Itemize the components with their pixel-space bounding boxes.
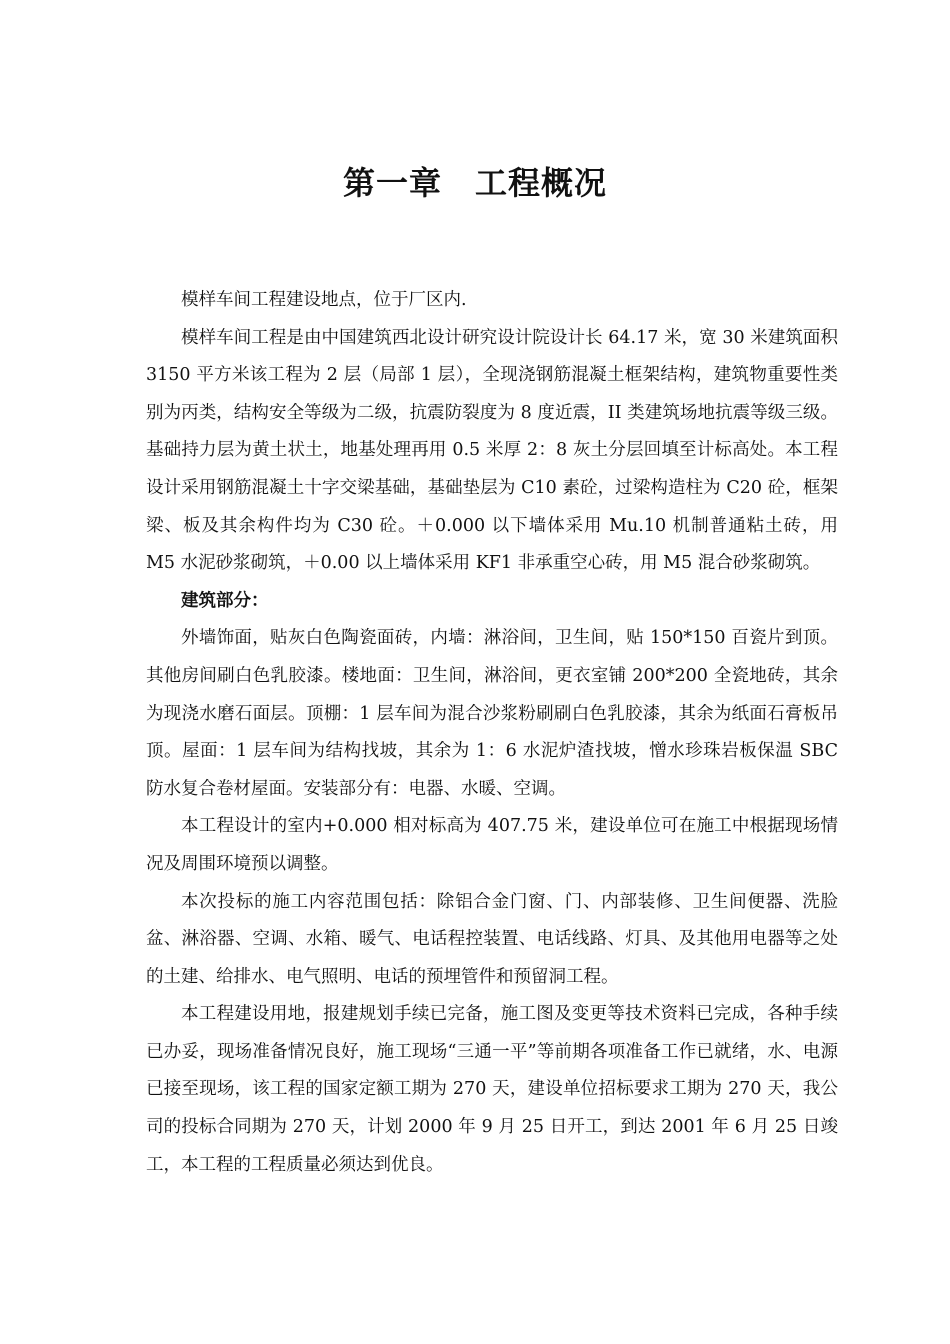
paragraph-structure-overview: 模样车间工程是由中国建筑西北设计研究设计院设计长 64.17 米，宽 30 米建筑面积 3150 平方米该工程为 2 层（局部 1 层），全现浇钢筋混凝土框架结构，建筑物重要性类别为丙类，结构安全等级为二级，抗震防裂度为 8 度近震，II 类建筑场地抗震等级三级。基础持力层为黄土状土，地基处理再用 0.5 米厚 2：8 灰土分层回填至计标高处。本工程设计采用钢筋混凝土十字交梁基础，基础垫层为 C10 素砼，过梁构造柱为 C20 砼，框架梁、板及其余构件均为 C30 砼。＋0.000 以下墙体采用 Mu.10 机制普通粘土砖，用 M5 水泥砂浆砌筑，＋0.00 以上墙体采用 KF1 非承重空心砖，用 M5 混合砂浆砌筑。	[146, 327, 838, 574]
document-body	[146, 282, 838, 1184]
paragraph-architecture-finishes: 外墙饰面，贴灰白色陶瓷面砖，内墙：淋浴间，卫生间，贴 150*150 百瓷片到顶。其他房间刷白色乳胶漆。楼地面：卫生间，淋浴间，更衣室铺 200*200 全瓷地砖，其余为现浇水磨石面层。顶棚：1 层车间为混合沙浆粉刷刷白色乳胶漆，其余为纸面石膏板吊顶。屋面：1 层车间为结构找坡，其余为 1：6 水泥炉渣找坡，憎水珍珠岩板保温 SBC 防水复合卷材屋面。安装部分有：电器、水暖、空调。	[146, 628, 838, 799]
paragraph-elevation: 本工程设计的室内+0.000 相对标高为 407.75 米，建设单位可在施工中根据现场情况及周围环境预以调整。	[146, 816, 838, 874]
paragraph-bid-scope: 本次投标的施工内容范围包括：除铝合金门窗、门、内部装修、卫生间便器、洗脸盆、淋浴器、空调、水箱、暖气、电话程控装置、电话线路、灯具、及其他用电器等之处的土建、给排水、电气照明、电话的预埋管件和预留洞工程。	[146, 891, 838, 987]
paragraph-schedule-quality: 本工程建设用地，报建规划手续已完备，施工图及变更等技术资料已完成，各种手续已办妥，现场准备情况良好，施工现场“三通一平”等前期各项准备工作已就绪，水、电源已接至现场，该工程的国家定额工期为 270 天，建设单位招标要求工期为 270 天，我公司的投标合同期为 270 天，计划 2000 年 9 月 25 日开工，到达 2001 年 6 月 25 日竣工，本工程的工程质量必须达到优良。	[146, 1004, 838, 1175]
paragraph-location: 模样车间工程建设地点，位于厂区内.	[181, 290, 467, 310]
section-heading-architecture: 建筑部分：	[181, 590, 269, 611]
chapter-title: 第一章 工程概况	[342, 164, 607, 202]
